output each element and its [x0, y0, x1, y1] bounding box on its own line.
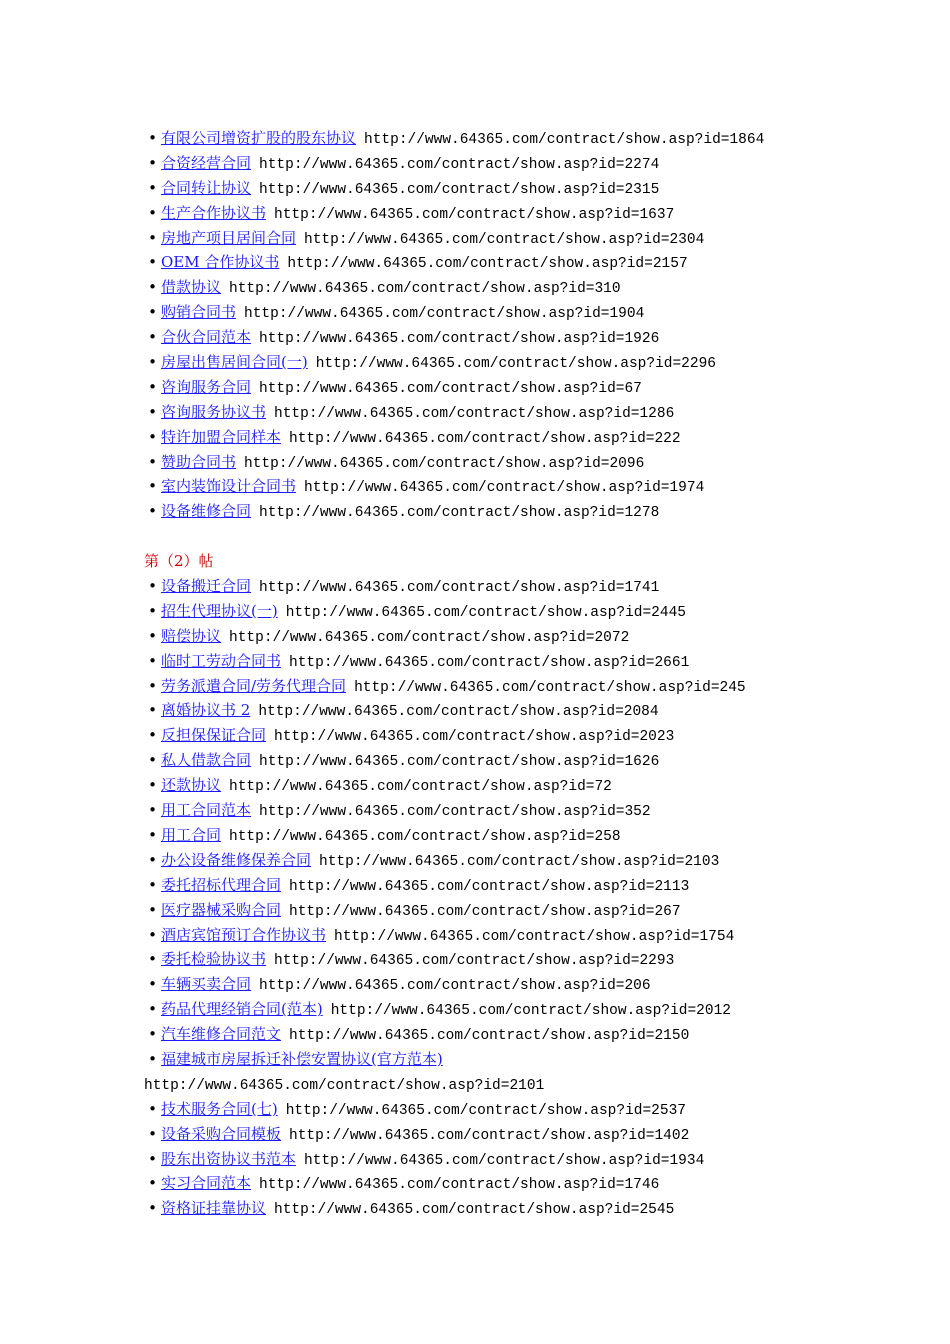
bullet-icon: •	[148, 676, 157, 695]
bullet-icon: •	[148, 203, 157, 222]
contract-link[interactable]: 设备搬迁合同	[161, 577, 252, 596]
bullet-icon: •	[148, 1099, 157, 1118]
contract-url: http://www.64365.com/contract/show.asp?id=1926	[259, 331, 660, 348]
contract-url: http://www.64365.com/contract/show.asp?id=310	[229, 281, 621, 298]
bullet-icon: •	[148, 726, 157, 745]
bullet-icon: •	[148, 502, 157, 521]
bullet-icon: •	[148, 178, 157, 197]
list-item	[144, 325, 924, 350]
list-item	[144, 151, 924, 176]
list-item	[144, 748, 924, 773]
contract-link[interactable]: 用工合同范本	[161, 801, 252, 820]
contract-list-section-2-continued	[144, 1097, 924, 1221]
contract-url: http://www.64365.com/contract/show.asp?id=1286	[274, 405, 675, 422]
bullet-icon: •	[148, 452, 157, 471]
list-item	[144, 624, 924, 649]
contract-url: http://www.64365.com/contract/show.asp?id=2293	[274, 953, 675, 970]
contract-link[interactable]: 委托招标代理合同	[161, 875, 282, 894]
contract-link[interactable]: 离婚协议书 2	[161, 701, 251, 720]
wrapped-url-line	[144, 1072, 924, 1097]
contract-url: http://www.64365.com/contract/show.asp?id=2274	[259, 156, 660, 173]
bullet-icon: •	[148, 825, 157, 844]
list-item	[144, 947, 924, 972]
bullet-icon: •	[148, 1199, 157, 1218]
contract-link[interactable]: 设备采购合同模板	[161, 1124, 282, 1143]
list-item	[144, 599, 924, 624]
bullet-icon: •	[148, 153, 157, 172]
list-item	[144, 300, 924, 325]
contract-link[interactable]: 委托检验协议书	[161, 950, 267, 969]
list-item	[144, 275, 924, 300]
contract-link[interactable]: 资格证挂靠协议	[161, 1199, 267, 1218]
bullet-icon: •	[148, 1149, 157, 1168]
list-item	[144, 923, 924, 948]
contract-link[interactable]: 咨询服务合同	[161, 377, 252, 396]
list-item	[144, 873, 924, 898]
contract-url: http://www.64365.com/contract/show.asp?id=267	[289, 903, 681, 920]
contract-url: http://www.64365.com/contract/show.asp?id=1741	[259, 580, 660, 597]
list-item	[144, 474, 924, 499]
list-item	[144, 698, 924, 723]
contract-url: http://www.64365.com/contract/show.asp?id=222	[289, 430, 681, 447]
contract-url: http://www.64365.com/contract/show.asp?id=352	[259, 804, 651, 821]
contract-link[interactable]: 借款协议	[161, 278, 222, 297]
list-item	[144, 674, 924, 699]
contract-link[interactable]: 汽车维修合同范文	[161, 1025, 282, 1044]
contract-link[interactable]: 房地产项目居间合同	[161, 228, 297, 247]
contract-url: http://www.64365.com/contract/show.asp?id=2445	[285, 604, 686, 621]
bullet-icon: •	[148, 1049, 157, 1068]
list-item	[144, 574, 924, 599]
contract-url: http://www.64365.com/contract/show.asp?id=67	[259, 380, 642, 397]
contract-url: http://www.64365.com/contract/show.asp?id=2537	[285, 1102, 686, 1119]
contract-url: http://www.64365.com/contract/show.asp?id=2103	[319, 853, 720, 870]
bullet-icon: •	[148, 353, 157, 372]
list-item	[144, 997, 924, 1022]
contract-link[interactable]: 反担保保证合同	[161, 726, 267, 745]
contract-url: http://www.64365.com/contract/show.asp?id=2072	[229, 629, 630, 646]
contract-list-section-2	[144, 574, 924, 1047]
list-item	[144, 1171, 924, 1196]
bullet-icon: •	[148, 651, 157, 670]
contract-link[interactable]: 实习合同范本	[161, 1174, 252, 1193]
contract-link[interactable]: 办公设备维修保养合同	[161, 850, 312, 869]
contract-link[interactable]: 设备维修合同	[161, 502, 252, 521]
bullet-icon: •	[148, 303, 157, 322]
list-item	[144, 773, 924, 798]
contract-link[interactable]: OEM 合作协议书	[161, 253, 280, 272]
section-heading: 第（2）帖	[144, 552, 214, 571]
contract-link[interactable]: 招生代理协议(一)	[161, 601, 278, 620]
contract-link[interactable]: 用工合同	[161, 825, 222, 844]
contract-url: http://www.64365.com/contract/show.asp?id=206	[259, 978, 651, 995]
contract-url: http://www.64365.com/contract/show.asp?id=1746	[259, 1177, 660, 1194]
bullet-icon: •	[148, 1025, 157, 1044]
contract-url: http://www.64365.com/contract/show.asp?id=72	[229, 779, 612, 796]
contract-link[interactable]: 赔偿协议	[161, 626, 222, 645]
list-item	[144, 350, 924, 375]
bullet-icon: •	[148, 801, 157, 820]
list-item	[144, 848, 924, 873]
contract-link[interactable]: 医疗器械采购合同	[161, 900, 282, 919]
bullet-icon: •	[148, 577, 157, 596]
bullet-icon: •	[148, 278, 157, 297]
bullet-icon: •	[148, 1124, 157, 1143]
contract-url: http://www.64365.com/contract/show.asp?id=1974	[304, 480, 705, 497]
contract-url: http://www.64365.com/contract/show.asp?id=2150	[289, 1028, 690, 1045]
list-item	[144, 226, 924, 251]
bullet-icon: •	[148, 328, 157, 347]
contract-link[interactable]: 股东出资协议书范本	[161, 1149, 297, 1168]
contract-list-section-1	[144, 126, 924, 524]
list-item	[144, 1022, 924, 1047]
bullet-icon: •	[148, 701, 157, 720]
contract-link[interactable]: 技术服务合同(七)	[161, 1099, 278, 1118]
bullet-icon: •	[148, 427, 157, 446]
contract-url: http://www.64365.com/contract/show.asp?id=1934	[304, 1152, 705, 1169]
contract-link[interactable]: 劳务派遣合同/劳务代理合同	[161, 676, 347, 695]
bullet-icon: •	[148, 900, 157, 919]
contract-link[interactable]: 福建城市房屋拆迁补偿安置协议(官方范本)	[161, 1049, 443, 1068]
contract-url: http://www.64365.com/contract/show.asp?id=2023	[274, 729, 675, 746]
list-item	[144, 126, 924, 151]
contract-link[interactable]: 赞助合同书	[161, 452, 237, 471]
list-item	[144, 898, 924, 923]
contract-url: http://www.64365.com/contract/show.asp?id=2084	[258, 704, 659, 721]
bullet-icon: •	[148, 377, 157, 396]
contract-url: http://www.64365.com/contract/show.asp?id=1864	[364, 132, 765, 148]
bullet-icon: •	[148, 601, 157, 620]
bullet-icon: •	[148, 626, 157, 645]
contract-url: http://www.64365.com/contract/show.asp?id=245	[354, 679, 746, 696]
contract-url: http://www.64365.com/contract/show.asp?id=2296	[315, 356, 716, 373]
list-item	[144, 723, 924, 748]
list-item	[144, 823, 924, 848]
contract-link[interactable]: 咨询服务协议书	[161, 402, 267, 421]
contract-link[interactable]: 酒店宾馆预订合作协议书	[161, 925, 327, 944]
contract-link[interactable]: 临时工劳动合同书	[161, 651, 282, 670]
contract-link[interactable]: 特许加盟合同样本	[161, 427, 282, 446]
contract-url: http://www.64365.com/contract/show.asp?id=2096	[244, 455, 645, 472]
list-item	[144, 1047, 924, 1072]
bullet-icon: •	[148, 129, 157, 147]
list-item	[144, 1147, 924, 1172]
contract-url: http://www.64365.com/contract/show.asp?id=1754	[334, 928, 735, 945]
list-item	[144, 1196, 924, 1221]
contract-link[interactable]: 房屋出售居间合同(一)	[161, 353, 308, 372]
bullet-icon: •	[148, 925, 157, 944]
list-item	[144, 176, 924, 201]
list-item	[144, 798, 924, 823]
contract-link[interactable]: 药品代理经销合同(范本)	[161, 1000, 323, 1019]
list-item	[144, 425, 924, 450]
contract-url: http://www.64365.com/contract/show.asp?id=1626	[259, 754, 660, 771]
contract-url: http://www.64365.com/contract/show.asp?id=1402	[289, 1127, 690, 1144]
contract-link[interactable]: 还款协议	[161, 776, 222, 795]
contract-link[interactable]: 合伙合同范本	[161, 328, 252, 347]
contract-url: http://www.64365.com/contract/show.asp?id=1278	[259, 505, 660, 522]
contract-link[interactable]: 私人借款合同	[161, 751, 252, 770]
list-item	[144, 375, 924, 400]
bullet-icon: •	[148, 1174, 157, 1193]
bullet-icon: •	[148, 402, 157, 421]
list-item	[144, 201, 924, 226]
bullet-icon: •	[148, 1000, 157, 1019]
contract-link[interactable]: 车辆买卖合同	[161, 975, 252, 994]
list-item	[144, 972, 924, 997]
contract-link[interactable]: 购销合同书	[161, 303, 237, 322]
list-item	[144, 499, 924, 524]
bullet-icon: •	[148, 228, 157, 247]
contract-link[interactable]: 室内装饰设计合同书	[161, 477, 297, 496]
bullet-icon: •	[148, 776, 157, 795]
contract-url: http://www.64365.com/contract/show.asp?id=2661	[289, 654, 690, 671]
bullet-icon: •	[148, 850, 157, 869]
contract-link[interactable]: 生产合作协议书	[161, 203, 267, 222]
list-item	[144, 450, 924, 475]
bullet-icon: •	[148, 875, 157, 894]
bullet-icon: •	[148, 751, 157, 770]
bullet-icon: •	[148, 253, 157, 272]
contract-link[interactable]: 合同转让协议	[161, 178, 252, 197]
bullet-icon: •	[148, 950, 157, 969]
list-item	[144, 1122, 924, 1147]
contract-url: http://www.64365.com/contract/show.asp?id=2157	[287, 256, 688, 273]
contract-url: http://www.64365.com/contract/show.asp?id=2545	[274, 1202, 675, 1219]
contract-url: http://www.64365.com/contract/show.asp?id=1637	[274, 206, 675, 223]
contract-url: http://www.64365.com/contract/show.asp?id=258	[229, 828, 621, 845]
contract-link[interactable]: 有限公司增资扩股的股东协议	[161, 129, 357, 147]
bullet-icon: •	[148, 477, 157, 496]
list-item	[144, 400, 924, 425]
contract-url: http://www.64365.com/contract/show.asp?id=2113	[289, 878, 690, 895]
document-body	[144, 126, 924, 1221]
contract-url: http://www.64365.com/contract/show.asp?id=2101	[144, 1077, 545, 1094]
contract-url: http://www.64365.com/contract/show.asp?id=2315	[259, 181, 660, 198]
section-spacer	[144, 524, 924, 549]
contract-url: http://www.64365.com/contract/show.asp?id=2012	[330, 1003, 731, 1020]
contract-url: http://www.64365.com/contract/show.asp?id=2304	[304, 231, 705, 248]
list-item	[144, 250, 924, 275]
contract-url: http://www.64365.com/contract/show.asp?id=1904	[244, 306, 645, 323]
contract-link[interactable]: 合资经营合同	[161, 153, 252, 172]
list-item	[144, 649, 924, 674]
list-item	[144, 1097, 924, 1122]
bullet-icon: •	[148, 975, 157, 994]
